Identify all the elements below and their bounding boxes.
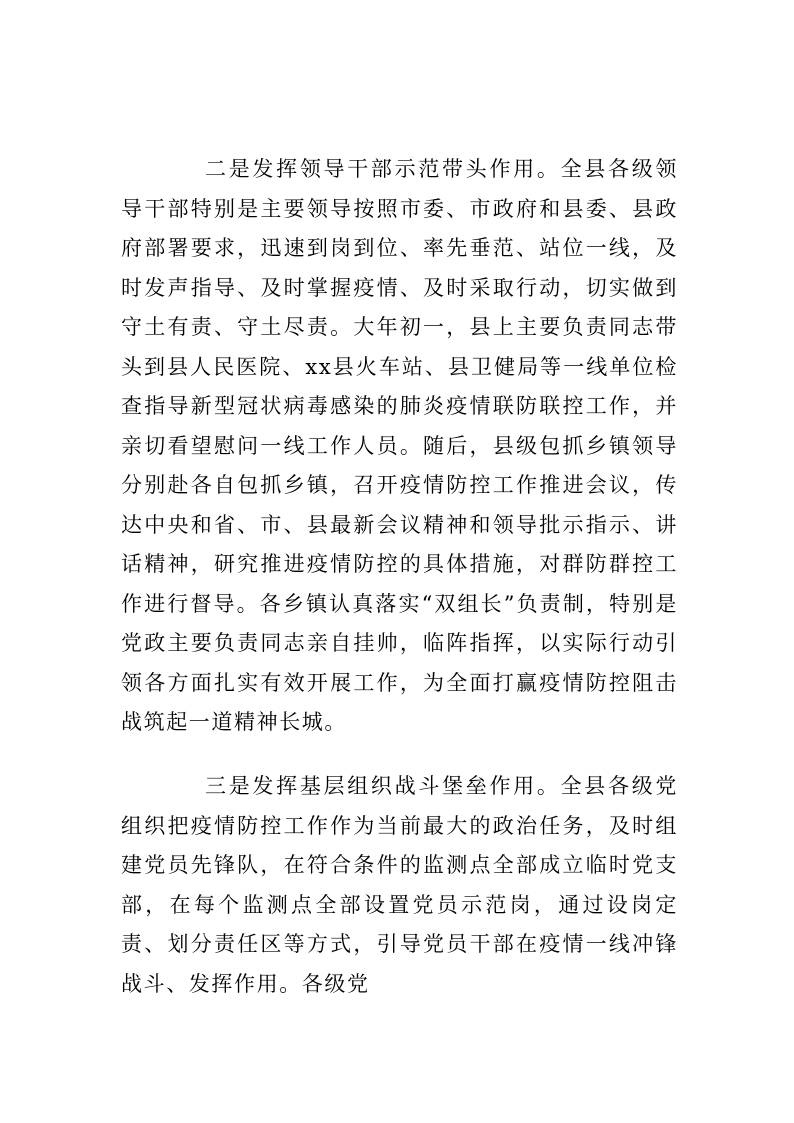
body-paragraph-leader-role: 二是发挥领导干部示范带头作用。全县各级领导干部特别是主要领导按照市委、市政府和县委、县政府部署要求，迅速到岗到位、率先垂范、站位一线，及时发声指导、及时掌握疫情、及时采取行动，切实做到守土有责、守土尽责。大年初一，县上主要负责同志带头到县人民医院、xx县火车站、县卫健局等一线单位检查指导新型冠状病毒感染的肺炎疫情联防联控工作，并亲切看望慰问一线工作人员。随后，县级包抓乡镇领导分别赴各自包抓乡镇，召开疫情防控工作推进会议，传达中央和省、市、县最新会议精神和领导批示指示、讲话精神，研究推进疫情防控的具体措施，对群防群控工作进行督导。各乡镇认真落实“双组长”负责制，特别是党政主要负责同志亲自挂帅，临阵指挥，以实际行动引领各方面扎实有效开展工作，为全面打赢疫情防控阻击战筑起一道精神长城。 <box>121 157 678 734</box>
body-paragraph-grassroots-role: 三是发挥基层组织战斗堡垒作用。全县各级党组织把疫情防控工作作为当前最大的政治任务，及时组建党员先锋队，在符合条件的监测点全部成立临时党支部，在每个监测点全部设置党员示范岗，通过设岗定责、划分责任区等方式，引导党员干部在疫情一线冲锋战斗、发挥作用。各级党 <box>121 774 678 996</box>
